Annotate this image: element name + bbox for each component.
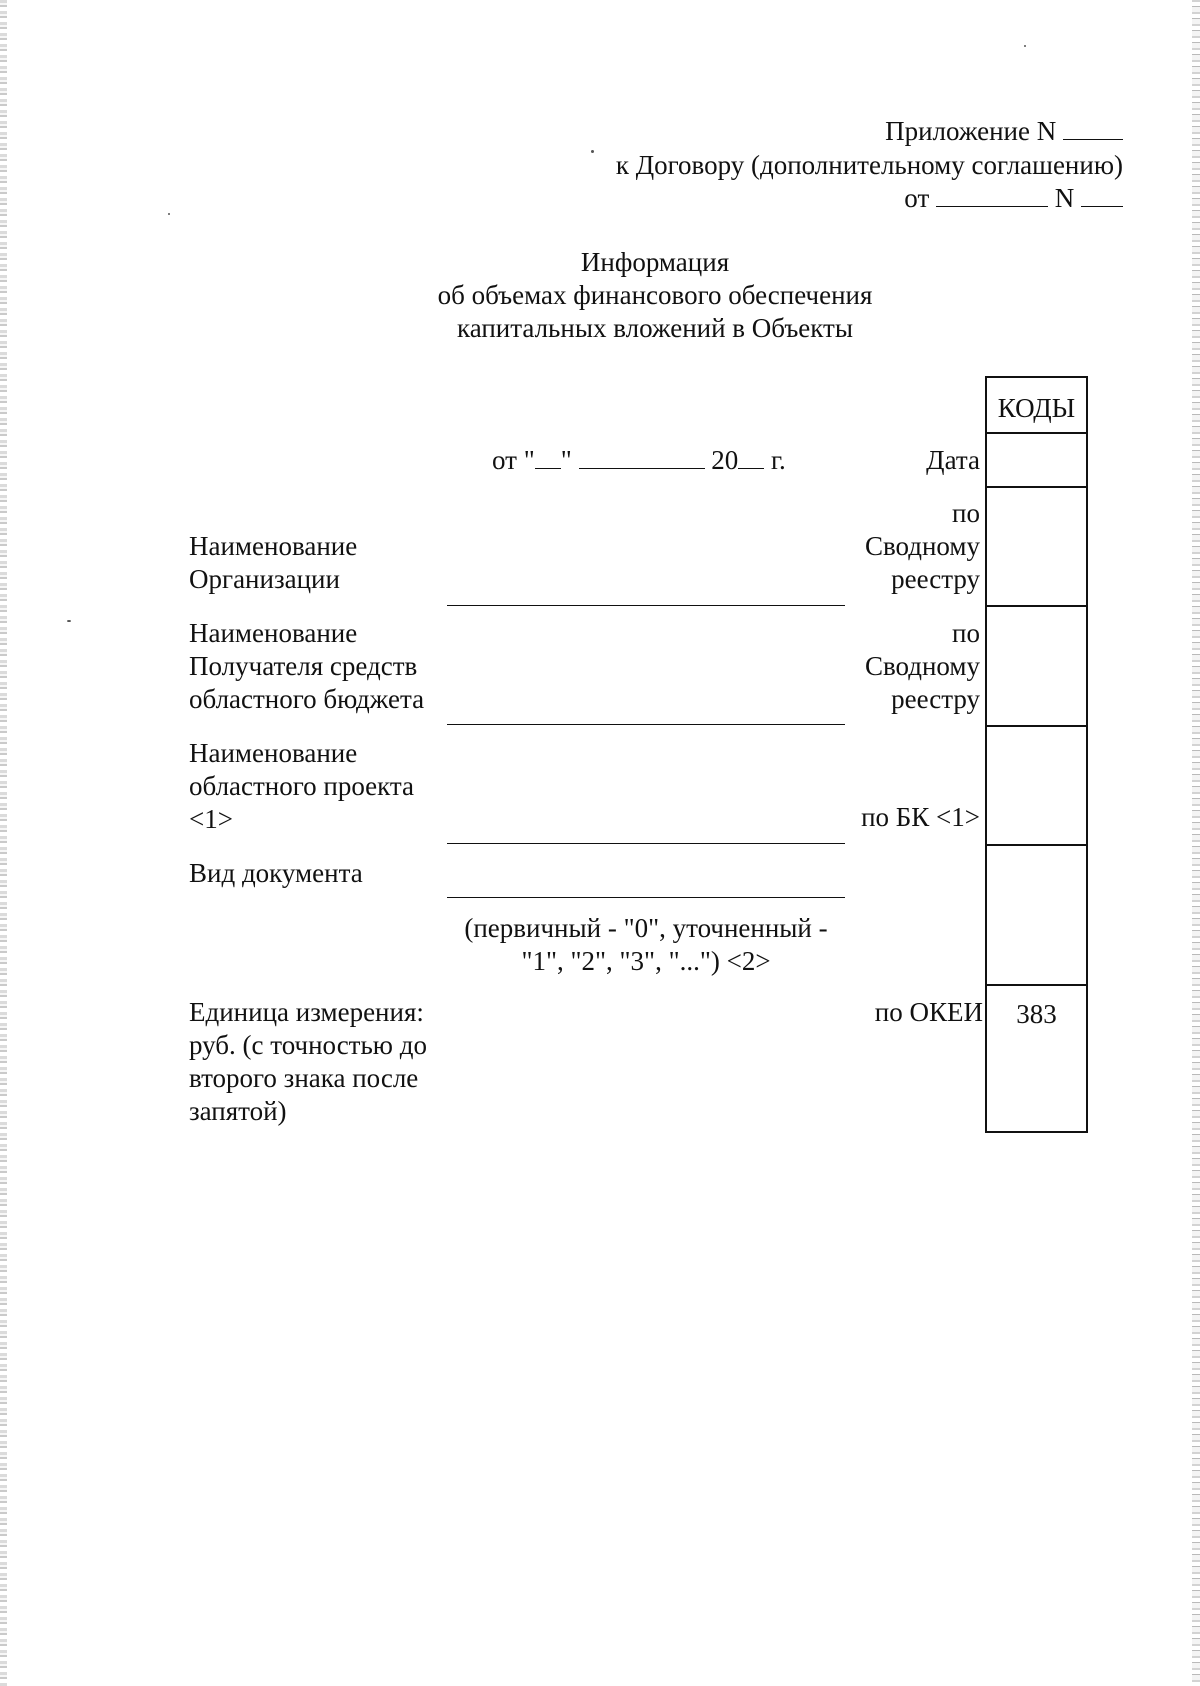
label-line: Сводному xyxy=(864,651,980,681)
document-type-fill-line xyxy=(447,897,845,898)
label-line: реестру xyxy=(891,684,980,714)
scan-speck xyxy=(168,213,170,215)
codes-divider xyxy=(987,984,1086,986)
label-line: второго знака после xyxy=(189,1063,419,1093)
scan-edge-left xyxy=(0,0,7,1686)
appendix-heading xyxy=(885,115,1123,148)
scan-speck xyxy=(67,620,71,622)
doc-title-line-1: Информация xyxy=(580,247,730,277)
label-line: по xyxy=(952,498,980,528)
document-type-label: Вид документа xyxy=(189,858,363,888)
contract-number-blank xyxy=(1081,182,1123,207)
codes-column xyxy=(985,376,1088,1133)
date-from-label: от " xyxy=(492,445,535,475)
label-line: Единица измерения: xyxy=(189,997,424,1027)
year-prefix: 20 xyxy=(711,445,739,475)
contract-date-blank xyxy=(936,182,1048,207)
appendix-label: Приложение N xyxy=(885,116,1057,146)
label-line: по xyxy=(952,618,980,648)
regional-project-label xyxy=(189,737,414,836)
year-blank xyxy=(738,444,764,469)
scan-speck xyxy=(591,150,594,153)
label-line: запятой) xyxy=(189,1096,287,1126)
doc-title-line-3: капитальных вложений в Объекты xyxy=(457,313,853,343)
budget-code-label: по БК <1> xyxy=(861,802,980,832)
regional-project-fill-line xyxy=(447,843,845,844)
day-blank xyxy=(535,444,561,469)
label-line: (первичный - "0", уточненный - xyxy=(464,913,828,943)
label-line: Сводному xyxy=(864,531,980,561)
label-line: "1", "2", "3", "...") <2> xyxy=(521,946,771,976)
month-blank xyxy=(579,444,705,469)
codes-divider xyxy=(987,844,1086,846)
label-line: Наименование xyxy=(189,618,358,648)
okei-label: по ОКЕИ xyxy=(874,997,983,1027)
contract-date-number-line xyxy=(904,182,1123,215)
label-line: Организации xyxy=(189,564,340,594)
codes-divider xyxy=(987,486,1086,488)
label-line: областного бюджета xyxy=(189,684,425,714)
label-line: областного проекта xyxy=(189,771,415,801)
unit-of-measure-label xyxy=(189,996,427,1128)
recipient-fill-line xyxy=(447,724,845,725)
appendix-number-blank xyxy=(1063,115,1123,140)
contract-reference: к Договору (дополнительному соглашению) xyxy=(615,150,1123,180)
label-line: руб. (с точностью до xyxy=(189,1030,427,1060)
number-label: N xyxy=(1054,183,1075,213)
codes-header: КОДЫ xyxy=(997,393,1076,423)
label-line: Наименование xyxy=(189,738,358,768)
codes-divider xyxy=(987,432,1086,434)
date-quote-close: " xyxy=(560,445,572,475)
label-line: Получателя средств xyxy=(189,651,418,681)
year-suffix: г. xyxy=(771,445,786,475)
doc-title-line-2: об объемах финансового обеспечения xyxy=(437,280,873,310)
okei-code-value: 383 xyxy=(1016,999,1057,1029)
organization-registry-label xyxy=(865,497,980,596)
codes-divider xyxy=(987,725,1086,727)
label-line: <1> xyxy=(189,804,233,834)
label-line: реестру xyxy=(891,564,980,594)
codes-divider xyxy=(987,605,1086,607)
from-label: от xyxy=(904,183,930,213)
organization-fill-line xyxy=(447,605,845,606)
recipient-label xyxy=(189,617,424,716)
date-code-label: Дата xyxy=(926,445,980,475)
report-date-line xyxy=(492,444,786,477)
document-type-note xyxy=(447,912,845,978)
scan-edge-right xyxy=(1192,0,1200,1686)
recipient-registry-label xyxy=(865,617,980,716)
scan-speck xyxy=(1024,45,1026,47)
label-line: Наименование xyxy=(189,531,358,561)
organization-label xyxy=(189,530,357,596)
